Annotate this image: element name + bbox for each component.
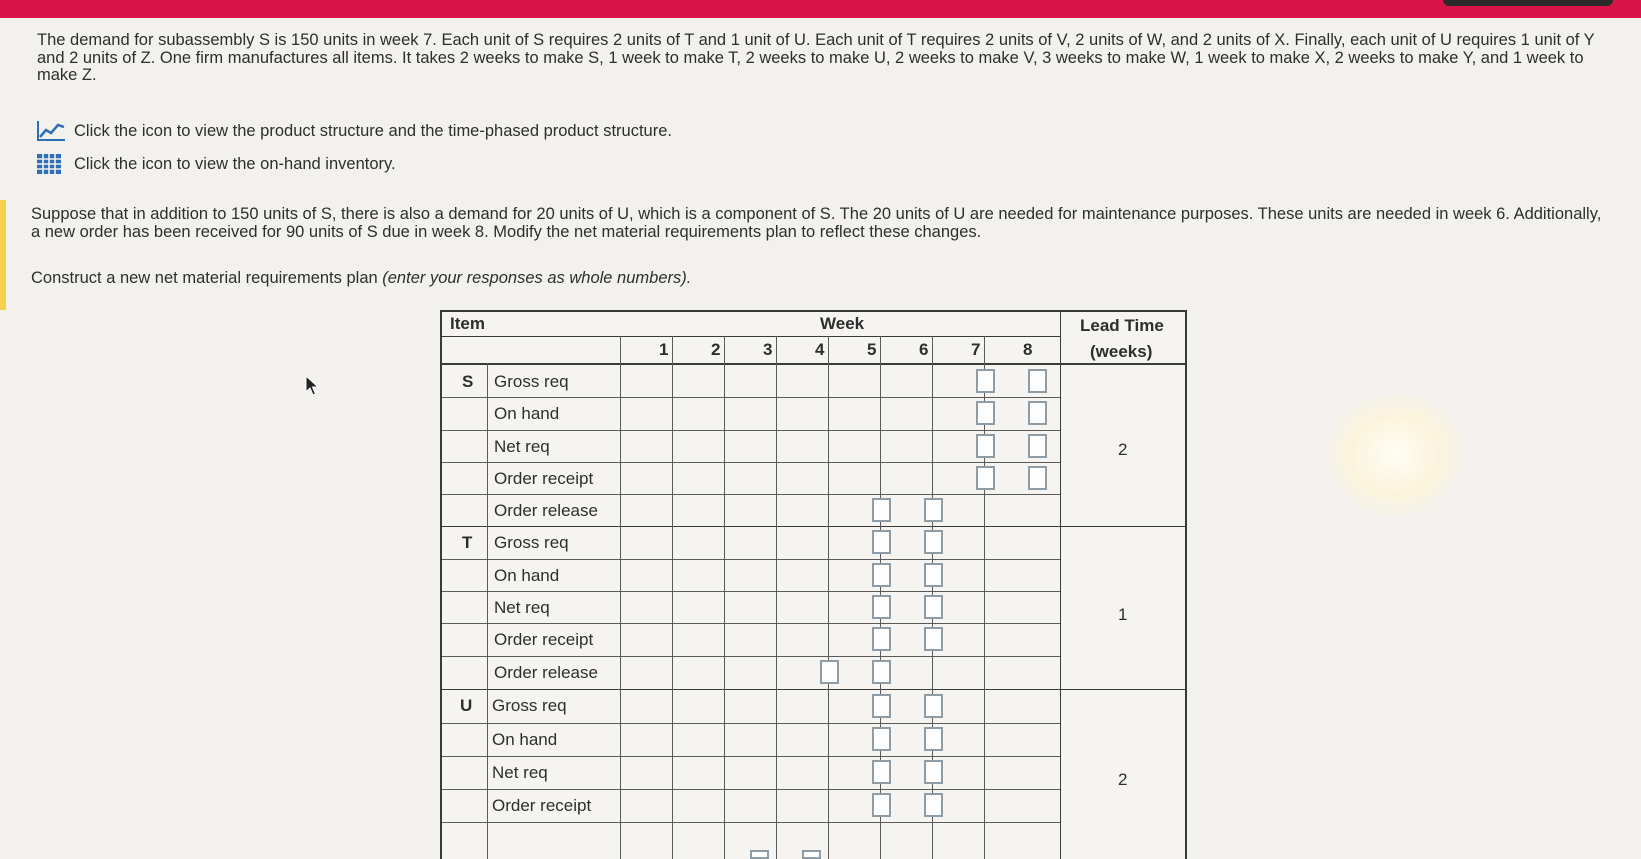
- answer-input[interactable]: [820, 660, 839, 684]
- answer-input[interactable]: [1028, 369, 1047, 393]
- row-line: [440, 756, 1060, 757]
- table-icon[interactable]: [36, 152, 68, 176]
- week-number: 1: [659, 340, 669, 359]
- answer-input[interactable]: [872, 660, 891, 684]
- column-line: [724, 336, 725, 859]
- row-label: Net req: [494, 598, 550, 617]
- item-header: Item: [450, 314, 485, 333]
- week-number: 4: [815, 340, 825, 359]
- table-top-border: [440, 310, 1187, 312]
- screen-glare: [1325, 392, 1465, 517]
- week-number: 3: [763, 340, 773, 359]
- answer-input[interactable]: [924, 498, 943, 522]
- leadtime-header: Lead Time: [1080, 316, 1164, 335]
- row-label: Order release: [494, 501, 598, 520]
- scenario-text: Suppose that in addition to 150 units of S, there is also a demand for 20 units of U, which is a component of S. The 20 units of U are needed for maintenance purposes. These units are needed in week 6. Additionally, a new order has been received for 90 units of S due in week 8. Modify the net material requirements plan to reflect these changes.: [31, 205, 1602, 241]
- row-line: [440, 623, 1060, 624]
- row-label: Order release: [494, 663, 598, 682]
- row-line: [440, 397, 1060, 398]
- week-number: 7: [971, 340, 981, 359]
- top-banner: [0, 0, 1641, 18]
- answer-input[interactable]: [976, 434, 995, 458]
- column-line: [672, 336, 673, 859]
- leadtime-left-border: [1060, 310, 1061, 859]
- row-line: [440, 559, 1060, 560]
- answer-input[interactable]: [872, 627, 891, 651]
- answer-input[interactable]: [924, 727, 943, 751]
- column-line: [620, 336, 621, 859]
- row-line: [440, 656, 1060, 657]
- column-line: [487, 363, 488, 859]
- answer-input[interactable]: [924, 530, 943, 554]
- answer-input[interactable]: [924, 595, 943, 619]
- week-number: 6: [919, 340, 929, 359]
- answer-input[interactable]: [924, 760, 943, 784]
- answer-input[interactable]: [872, 727, 891, 751]
- answer-input[interactable]: [976, 369, 995, 393]
- mrp-table: [440, 310, 1187, 859]
- row-label: On hand: [494, 566, 560, 585]
- row-label: Gross req: [494, 533, 569, 552]
- chart-icon[interactable]: [36, 119, 68, 143]
- answer-input[interactable]: [1028, 466, 1047, 490]
- answer-input[interactable]: [872, 793, 891, 817]
- structure-link-text[interactable]: Click the icon to view the product structure and the time-phased product structure.: [74, 121, 672, 140]
- week-number: 8: [1023, 340, 1033, 359]
- answer-input[interactable]: [1028, 434, 1047, 458]
- row-label: Gross req: [492, 696, 567, 715]
- row-label: On hand: [492, 730, 558, 749]
- row-label: Net req: [492, 763, 548, 782]
- lead-time-value: 2: [1118, 770, 1128, 789]
- item-divider: [440, 689, 1187, 690]
- lead-time-value: 2: [1118, 440, 1128, 459]
- answer-input[interactable]: [924, 563, 943, 587]
- row-label: Order receipt: [494, 469, 594, 488]
- problem-intro: The demand for subassembly S is 150 units in week 7. Each unit of S requires 2 units of T and 1 unit of U. Each unit of T requires 2 units of V, 2 units of W, and 2 units of X. Finally, each unit of U requires 1 unit of Y and 2 units of Z. One firm manufactures all items. It takes 2 weeks to make S, 1 week to make T, 2 weeks to make U, 2 weeks to make V, 3 weeks to make W, 1 week to make X, 2 weeks to make Y, and 1 week to make Z.: [37, 31, 1595, 84]
- inventory-link-text[interactable]: Click the icon to view the on-hand inventory.: [74, 154, 396, 173]
- answer-input[interactable]: [924, 627, 943, 651]
- table-right-border: [1185, 310, 1187, 859]
- instruction-text: [31, 270, 691, 288]
- row-label: Net req: [494, 437, 550, 456]
- answer-input[interactable]: [872, 760, 891, 784]
- row-label: Order receipt: [494, 630, 594, 649]
- instruction-main: Construct a new net material requirements plan: [31, 269, 378, 287]
- week-number: 5: [867, 340, 877, 359]
- instruction-note: (enter your responses as whole numbers).: [382, 269, 692, 287]
- answer-input[interactable]: [872, 498, 891, 522]
- lead-time-value: 1: [1118, 605, 1128, 624]
- item-name: T: [462, 533, 473, 552]
- answer-input[interactable]: [750, 850, 769, 859]
- item-name: S: [462, 372, 474, 391]
- mouse-cursor-icon: [305, 375, 321, 397]
- row-label: On hand: [494, 404, 560, 423]
- week-number: 2: [711, 340, 721, 359]
- table-left-border: [440, 310, 442, 859]
- inventory-link[interactable]: [36, 152, 396, 176]
- answer-input[interactable]: [872, 595, 891, 619]
- focus-marker: [0, 200, 6, 310]
- row-line: [440, 494, 1060, 495]
- answer-input[interactable]: [1028, 401, 1047, 425]
- week-header: Week: [820, 314, 865, 333]
- column-line: [776, 336, 777, 859]
- row-line: [440, 430, 1060, 431]
- answer-input[interactable]: [976, 466, 995, 490]
- row-line: [440, 789, 1060, 790]
- answer-input[interactable]: [924, 793, 943, 817]
- answer-input[interactable]: [872, 694, 891, 718]
- header-divider: [440, 336, 1060, 337]
- answer-input[interactable]: [976, 401, 995, 425]
- column-line: [828, 336, 829, 859]
- answer-input[interactable]: [872, 563, 891, 587]
- row-line: [440, 591, 1060, 592]
- answer-input[interactable]: [872, 530, 891, 554]
- row-line: [440, 822, 1060, 823]
- header-bottom-border: [440, 363, 1187, 365]
- banner-tab: [1443, 0, 1613, 6]
- row-line: [440, 462, 1060, 463]
- answer-input[interactable]: [924, 694, 943, 718]
- structure-link[interactable]: [36, 119, 672, 143]
- item-name: U: [460, 696, 473, 715]
- row-label: Gross req: [494, 372, 569, 391]
- row-line: [440, 723, 1060, 724]
- row-label: Order receipt: [492, 796, 592, 815]
- item-divider: [440, 526, 1187, 527]
- answer-input[interactable]: [802, 850, 821, 859]
- leadtime-header-unit: (weeks): [1090, 342, 1153, 361]
